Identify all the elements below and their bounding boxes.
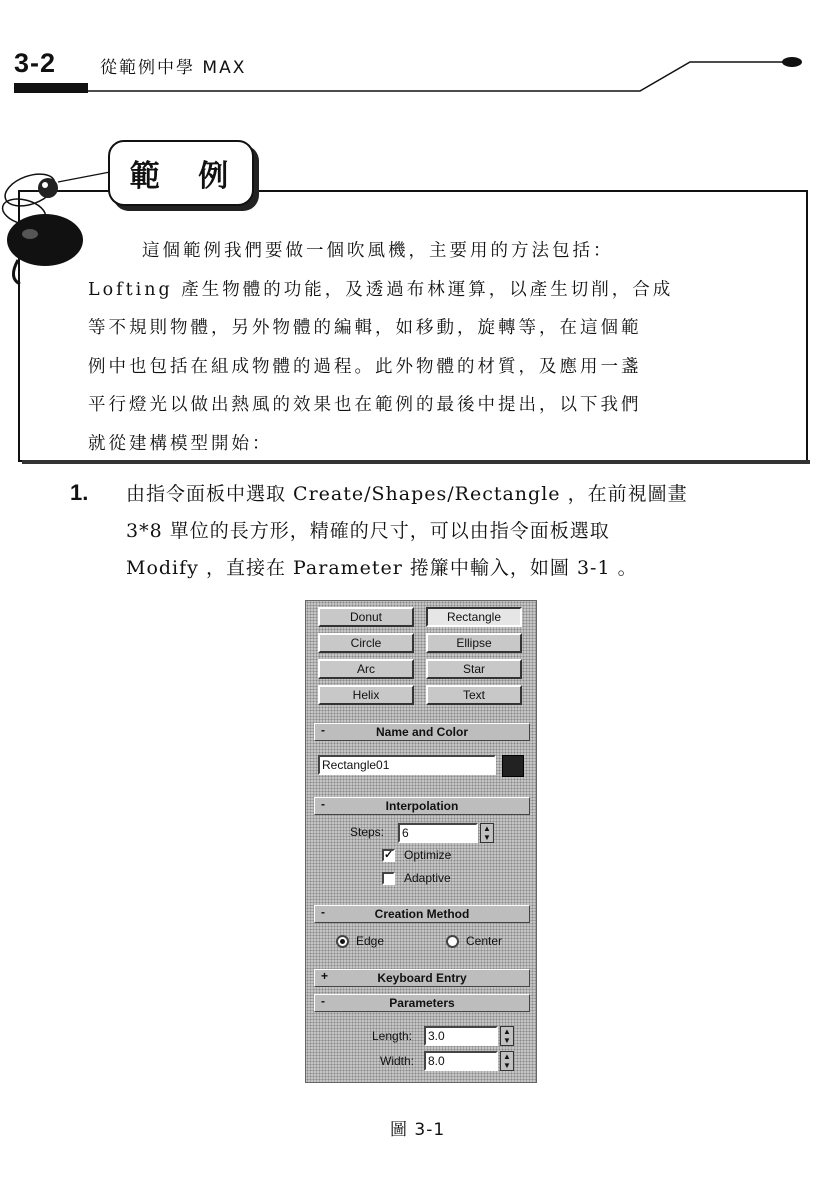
example-line: 就從建構模型開始：	[88, 433, 273, 454]
example-line: 等不規則物體，另外物體的編輯，如移動，旋轉等，在這個範	[88, 318, 642, 338]
example-line: Lofting 產生物體的功能，及透過布林運算，以產生切削，合成	[88, 279, 674, 300]
rollout-title: Parameters	[389, 996, 455, 1010]
book-title: 從範例中學 MAX	[100, 58, 247, 78]
rectangle-button[interactable]: Rectangle	[426, 607, 522, 627]
edge-radio[interactable]	[336, 935, 349, 948]
rollout-title: Creation Method	[374, 907, 470, 921]
name-color-rollout[interactable]	[314, 723, 530, 741]
rollout-toggle: -	[321, 994, 325, 1008]
circle-button[interactable]: Circle	[318, 633, 414, 653]
star-button[interactable]: Star	[426, 659, 522, 679]
length-label: Length:	[372, 1029, 413, 1043]
center-radio[interactable]	[446, 935, 459, 948]
text-button[interactable]: Text	[426, 685, 522, 705]
arc-button[interactable]: Arc	[318, 659, 414, 679]
width-spinner-icon[interactable]: ▲ ▼	[500, 1051, 514, 1071]
step-line: Modify ，直接在 Parameter 捲簾中輸入，如圖 3-1 。	[126, 557, 638, 579]
ellipse-button[interactable]: Ellipse	[426, 633, 522, 653]
edge-label: Edge	[356, 934, 385, 948]
steps-label: Steps:	[350, 825, 385, 839]
command-panel-screenshot	[305, 600, 537, 1083]
length-input[interactable]: 3.0	[424, 1026, 498, 1046]
width-input[interactable]: 8.0	[424, 1051, 498, 1071]
figure-caption: 圖 3-1	[390, 1120, 446, 1140]
interpolation-rollout[interactable]	[314, 797, 530, 815]
example-tab-label: 範 例	[129, 159, 243, 194]
optimize-checkbox[interactable]: ✓	[384, 849, 394, 861]
example-line: 這個範例我們要做一個吹風機，主要用的方法包括：	[142, 241, 614, 261]
header-rule	[0, 50, 820, 100]
rollout-title: Name and Color	[375, 725, 468, 739]
rollout-title: Interpolation	[385, 799, 459, 813]
rollout-toggle: -	[321, 723, 325, 737]
object-name-input[interactable]: Rectangle01	[318, 755, 496, 775]
center-label: Center	[466, 934, 503, 948]
parameters-rollout[interactable]	[314, 994, 530, 1012]
section-number: 3-2	[14, 48, 57, 78]
step-line: 由指令面板中選取 Create/Shapes/Rectangle ，在前視圖畫	[126, 483, 688, 505]
optimize-label: Optimize	[404, 848, 452, 862]
steps-spinner-icon[interactable]: ▲ ▼	[480, 823, 494, 843]
adaptive-label: Adaptive	[404, 871, 451, 885]
rollout-toggle: -	[321, 905, 325, 919]
creation-method-rollout[interactable]	[314, 905, 530, 923]
example-line: 平行燈光以做出熱風的效果也在範例的最後中提出，以下我們	[88, 395, 642, 415]
donut-button[interactable]: Donut	[318, 607, 414, 627]
step-line: 3*8 單位的長方形，精確的尺寸，可以由指令面板選取	[126, 520, 610, 542]
steps-input[interactable]: 6	[398, 823, 478, 843]
example-tab	[108, 140, 254, 206]
bee-mascot-icon	[0, 160, 120, 290]
adaptive-checkbox[interactable]	[382, 872, 395, 885]
rollout-title: Keyboard Entry	[377, 971, 467, 985]
helix-button[interactable]: Helix	[318, 685, 414, 705]
width-label: Width:	[380, 1054, 415, 1068]
length-spinner-icon[interactable]: ▲ ▼	[500, 1026, 514, 1046]
example-paragraph	[88, 232, 768, 463]
rollout-toggle: +	[321, 969, 329, 983]
object-color-swatch[interactable]	[502, 755, 524, 777]
example-line: 例中也包括在組成物體的過程。此外物體的材質，及應用一盞	[88, 356, 642, 377]
step-number: 1.	[70, 480, 89, 505]
keyboard-entry-rollout[interactable]	[314, 969, 530, 987]
step-paragraph	[126, 476, 798, 587]
rollout-toggle: -	[321, 797, 325, 811]
